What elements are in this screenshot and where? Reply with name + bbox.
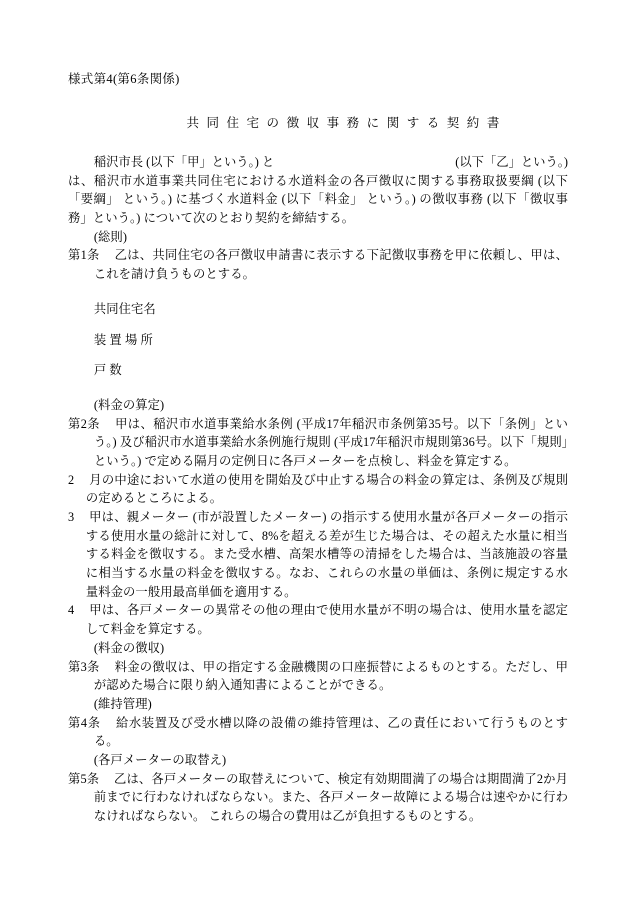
article-2-text: 甲は、稲沢市水道事業給水条例 (平成17年稲沢市条例第35号。以下「条例」という。) 及び稲沢市水道事業給水条例施行規則 (平成17年稲沢市規則第36号。以下「規則」という。) で定める隔月の定例日に各戸メーターを点検し、料金を算定する。: [93, 416, 568, 468]
article-3: [68, 658, 568, 695]
article-1-label: 第1条: [68, 248, 100, 263]
field-building-name-label: 共同住宅名: [93, 301, 156, 316]
form-number: 様式第4(第6条関係): [68, 72, 180, 86]
section-heading-meter-replacement: (各戸メーターの取替え): [93, 752, 227, 767]
article-2-clause-2-text: 月の中途において水道の使用を開始及び中止する場合の料金の算定は、条例及び規則の定めるところによる。: [85, 472, 568, 506]
article-4-label: 第4条: [68, 715, 101, 730]
field-building-name: [94, 300, 568, 319]
article-5-text: 乙は、各戸メーターの取替えについて、検定有効期間満了の場合は期間満了2か月前までに行わなければならない。また、各戸メーター故障による場合は速やかに行わなければならない。 これらの場合の費用は乙が負担するものとする。: [93, 771, 569, 823]
article-4: [68, 714, 568, 751]
article-2-clause-4: [68, 601, 568, 638]
article-2-clause-4-text: 甲は、各戸メーターの異常その他の理由で使用水量が不明の場合は、使用水量を認定して料金を算定する。: [85, 603, 568, 637]
document-body: [68, 72, 568, 826]
section-heading-maintenance: (維持管理): [93, 696, 152, 711]
article-2-clause-2-label: 2: [68, 472, 75, 487]
article-3-label: 第3条: [68, 659, 100, 674]
article-2-clause-2: [68, 471, 568, 508]
article-2: [68, 415, 568, 471]
field-unit-count: [94, 361, 568, 380]
article-5-label: 第5条: [68, 771, 100, 786]
party-first: 稲沢市長 (以下「甲」という。) と: [93, 155, 275, 169]
article-3-text: 料金の徴収は、甲の指定する金融機関の口座振替によるものとする。ただし、甲が認めた場合に限り納入通知書によることができる。: [93, 659, 568, 693]
contract-preamble: は、稲沢市水道事業共同住宅における水道料金の各戸徴収に関する事務取扱要綱 (以下「要綱」 という。) に基づく水道料金 (以下「料金」 という。) の徴収事務 (以下「徴収事務」という。) について次のとおり契約を締結する。: [68, 173, 568, 226]
article-2-clause-3-text: 甲は、親メーター (市が設置したメーター) の指示する使用水量が各戸メーターの指示する使用水量の総計に対して、8%を超える差が生じた場合は、その超えた水量に相当する料金を徴収する。また受水槽、高架水槽等の清掃をした場合は、当該施設の容量に相当する水量の料金を徴収する。なお、これらの水量の単価は、条例に規定する水量料金の一般用最高単価を適用する。: [85, 510, 568, 599]
section-heading-collection: (料金の徴収): [93, 640, 165, 655]
section-heading-general: (総則): [93, 229, 128, 244]
article-2-clause-3: [68, 508, 568, 601]
article-4-text: 給水装置及び受水槽以降の設備の維持管理は、乙の責任において行うものとする。: [93, 715, 568, 749]
document-title: 共 同 住 宅 の 徴 収 事 務 に 関 す る 契 約 書: [186, 116, 502, 130]
article-2-label: 第2条: [68, 416, 100, 431]
field-unit-count-label: 戸 数: [93, 363, 122, 378]
article-5: [68, 770, 568, 826]
field-location-label: 装 置 場 所: [93, 332, 153, 347]
article-2-clause-3-label: 3: [68, 510, 75, 524]
field-location: [94, 331, 568, 350]
article-2-clause-4-label: 4: [68, 603, 75, 618]
article-1-text: 乙は、共同住宅の各戸徴収申請書に表示する下記徴収事務を甲に依頼し、甲は、これを請け負うものとする。: [93, 248, 568, 282]
section-heading-calculation: (料金の算定): [93, 397, 165, 412]
contract-parties-line: [68, 153, 568, 172]
party-second: (以下「乙」という。): [455, 155, 568, 169]
article-1: [68, 246, 568, 283]
